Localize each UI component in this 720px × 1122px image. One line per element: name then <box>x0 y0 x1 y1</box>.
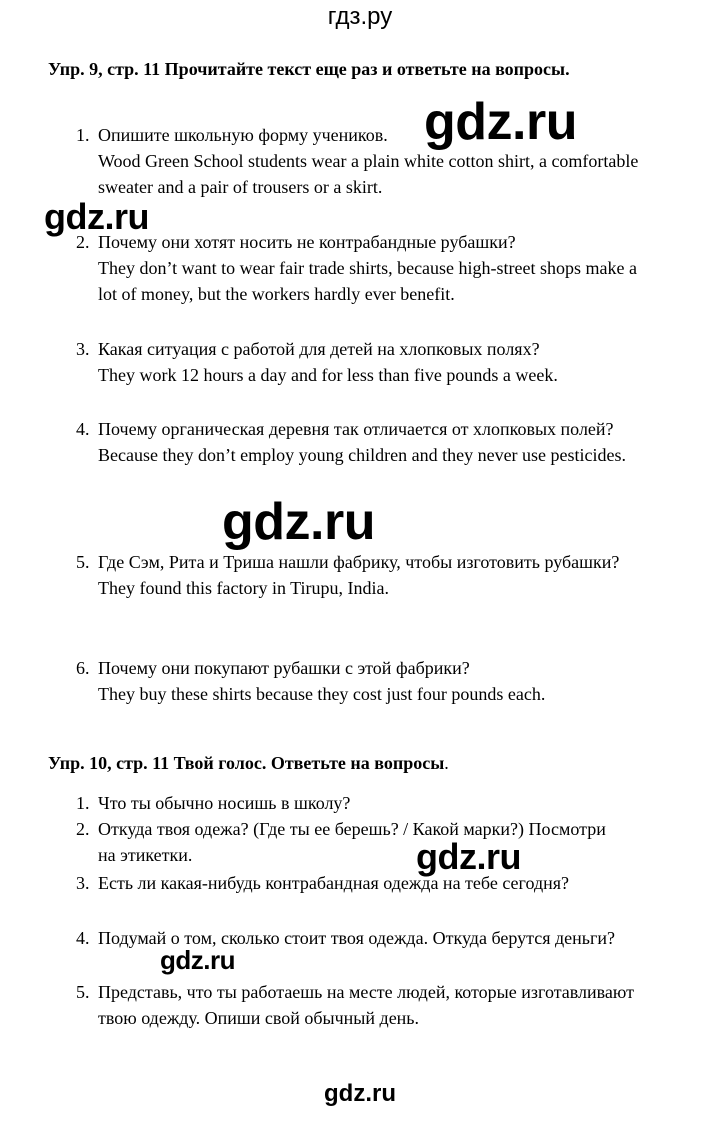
question: Почему они покупают рубашки с этой фабрики? <box>98 658 470 678</box>
question: Есть ли какая-нибудь контрабандная одежда на тебе сегодня? <box>98 873 569 893</box>
item-number: 5. <box>76 982 90 1002</box>
answer: Wood Green School students wear a plain white cotton shirt, a comfortable sweater and a pair of trousers or a skirt. <box>98 151 639 197</box>
item-number: 5. <box>76 552 90 572</box>
question: Представь, что ты работаешь на месте людей, которые изготавливают твою одежду. Опиши свой обычный день. <box>98 982 634 1028</box>
ex9-item-5 <box>76 549 656 601</box>
question: Опишите школьную форму учеников. <box>98 125 388 145</box>
ex10-item-5 <box>76 979 656 1031</box>
answer: They buy these shirts because they cost just four pounds each. <box>98 684 546 704</box>
ex10-item-2 <box>76 816 616 868</box>
answer: They found this factory in Tirupu, India. <box>98 578 389 598</box>
answer: They don’t want to wear fair trade shirts, because high-street shops make a lot of money, but the workers hardly ever benefit. <box>98 258 637 304</box>
exercise-9-heading: Упр. 9, стр. 11 Прочитайте текст еще раз и ответьте на вопросы. <box>48 59 570 79</box>
question: Что ты обычно носишь в школу? <box>98 793 351 813</box>
exercise-10-title: Упр. 10, стр. 11 Твой голос. Ответьте на вопросы <box>48 753 445 773</box>
item-number: 2. <box>76 232 90 252</box>
item-number: 2. <box>76 819 90 839</box>
watermark: gdz.ru <box>424 93 577 151</box>
question: Почему они хотят носить не контрабандные рубашки? <box>98 232 516 252</box>
answer: Because they don’t employ young children and they never use pesticides. <box>98 445 627 465</box>
item-number: 4. <box>76 419 90 439</box>
ex9-item-3 <box>76 336 656 388</box>
question: Подумай о том, сколько стоит твоя одежда. Откуда берутся деньги? <box>98 928 615 948</box>
ex10-item-1 <box>76 790 656 816</box>
question: Какая ситуация с работой для детей на хлопковых полях? <box>98 339 540 359</box>
watermark: gdz.ru <box>416 836 521 877</box>
watermark: gdz.ru <box>160 945 235 975</box>
item-number: 1. <box>76 125 90 145</box>
exercise-10-heading <box>48 750 648 776</box>
watermark: gdz.ru <box>222 493 375 551</box>
item-number: 4. <box>76 928 90 948</box>
question: Откуда твоя одежа? (Где ты ее берешь? / Какой марки?) Посмотри на этикетки. <box>98 819 606 865</box>
ex9-item-2 <box>76 229 656 307</box>
question: Где Сэм, Рита и Триша нашли фабрику, чтобы изготовить рубашки? <box>98 552 620 572</box>
site-header: гдз.ру <box>327 3 393 30</box>
ex9-item-6 <box>76 655 656 707</box>
item-number: 3. <box>76 339 90 359</box>
ex9-item-4 <box>76 416 656 468</box>
exercise-10-title-tail: . <box>444 753 449 773</box>
item-number: 6. <box>76 658 90 678</box>
question: Почему органическая деревня так отличается от хлопковых полей? <box>98 419 614 439</box>
site-footer: gdz.ru <box>324 1080 396 1107</box>
item-number: 3. <box>76 873 90 893</box>
watermark: gdz.ru <box>44 196 149 237</box>
answer: They work 12 hours a day and for less than five pounds a week. <box>98 365 558 385</box>
item-number: 1. <box>76 793 90 813</box>
